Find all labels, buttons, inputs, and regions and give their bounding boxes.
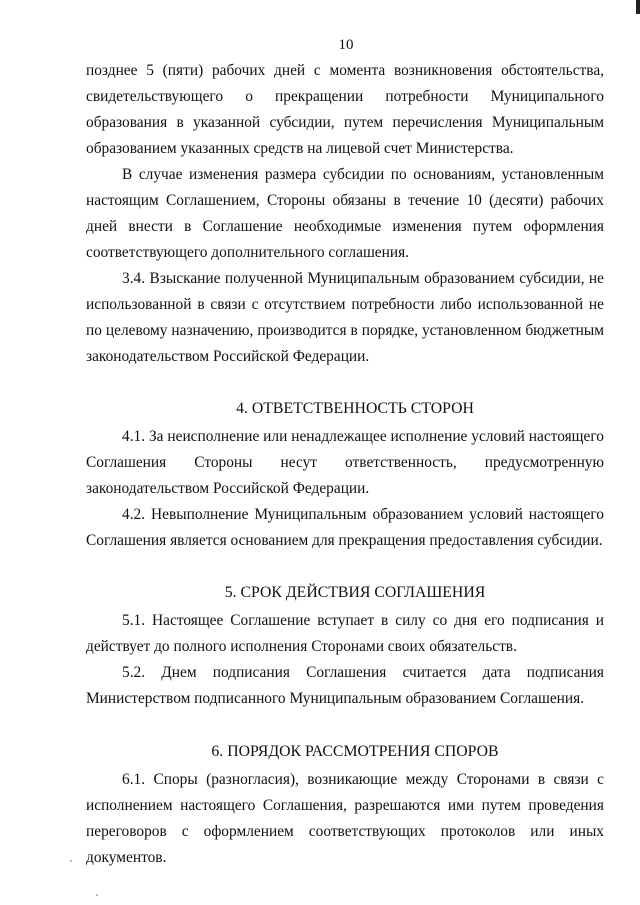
scan-edge-mark [636, 0, 640, 14]
paragraph-3-4: 3.4. Взыскание полученной Муниципальным образованием субсидии, не использованной в связи с отсутствием потребности либо использованной не по целевому назначению, производится в порядке, установленном бюджетным законодательством Российской Федерации. [86, 270, 604, 365]
paragraph-continuation: позднее 5 (пяти) рабочих дней с момента возникновения обстоятельства, свидетельствующего о прекращении потребности Муниципального образования в указанной субсидии, путем перечисления Муниципальным образованием указанных средств на лицевой счет Министерства. [86, 62, 604, 157]
paragraph-5-2: 5.2. Днем подписания Соглашения считается дата подписания Министерством подписанного Муниципальным образованием Соглашения. [86, 664, 604, 707]
paragraph-6-1: 6.1. Споры (разногласия), возникающие между Сторонами в связи с исполнением настоящего Соглашения, разрешаются ими путем проведения переговоров с оформлением соответствующих протоколов или иных документов. [86, 771, 604, 866]
document-body [86, 58, 604, 871]
paragraph-4-1: 4.1. За неисполнение или ненадлежащее исполнение условий настоящего Соглашения Стороны несут ответственность, предусмотренную законодательством Российской Федерации. [86, 428, 604, 497]
scan-speck [70, 860, 72, 862]
paragraph-4-2: 4.2. Невыполнение Муниципальным образованием условий настоящего Соглашения является основанием для прекращения предоставления субсидии. [86, 506, 604, 549]
scan-speck [96, 894, 98, 896]
page-number: 10 [338, 37, 354, 53]
paragraph-5-1: 5.1. Настоящее Соглашение вступает в силу со дня его подписания и действует до полного исполнения Сторонами своих обязательств. [86, 612, 604, 655]
section-heading-4: 4. ОТВЕТСТВЕННОСТЬ СТОРОН [236, 400, 474, 417]
paragraph-subsidy-change: В случае изменения размера субсидии по основаниям, установленным настоящим Соглашением, Стороны обязаны в течение 10 (десяти) рабочих дней внести в Соглашение необходимые изменения путем оформления соответствующего дополнительного соглашения. [86, 166, 604, 261]
section-heading-6: 6. ПОРЯДОК РАССМОТРЕНИЯ СПОРОВ [211, 743, 499, 760]
section-heading-5: 5. СРОК ДЕЙСТВИЯ СОГЛАШЕНИЯ [224, 584, 486, 601]
